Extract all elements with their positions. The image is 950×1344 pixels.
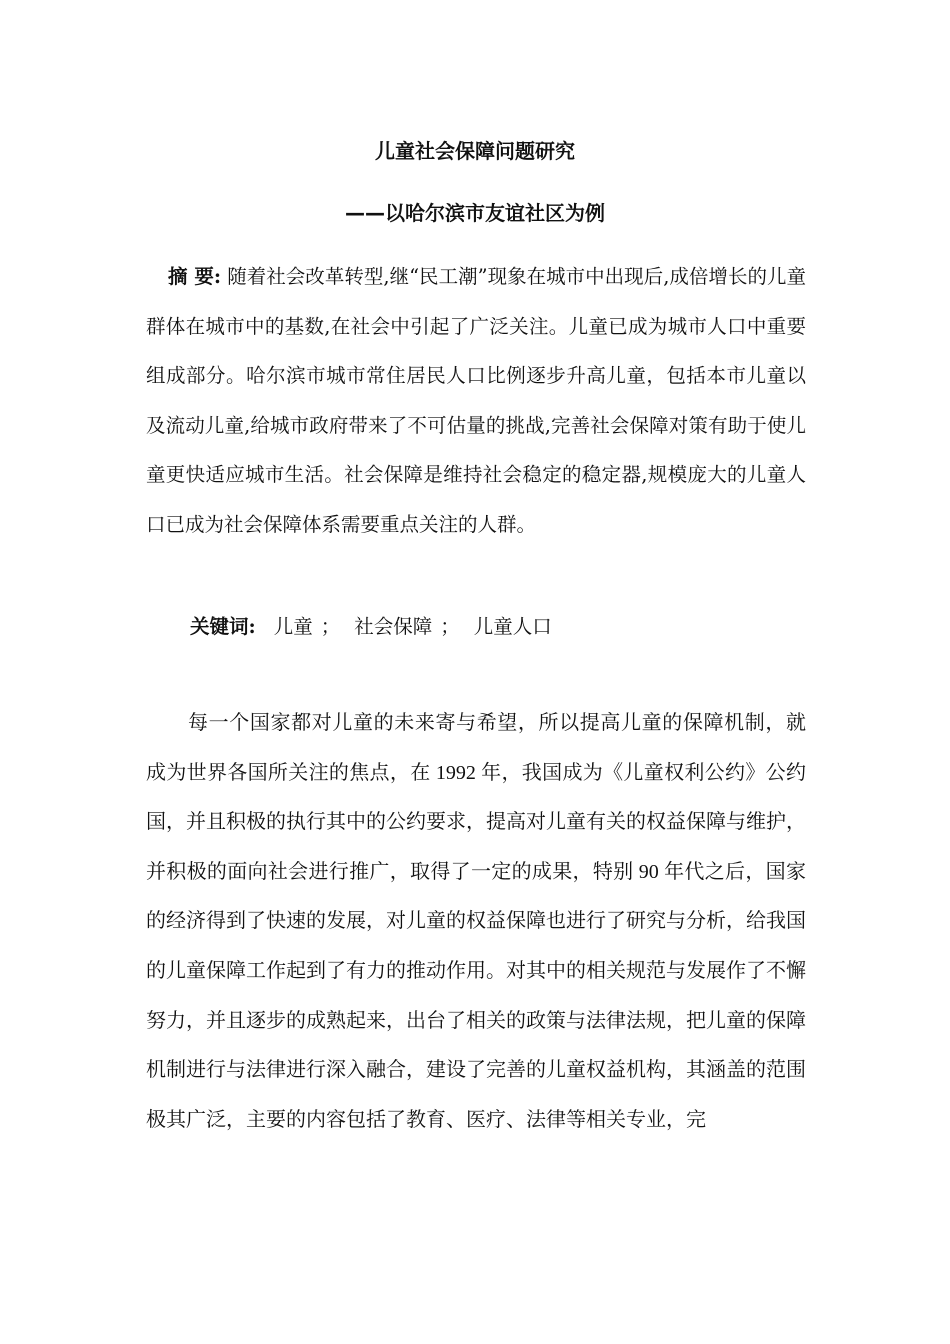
keywords-label: 关键词: (190, 615, 256, 638)
document-title: 儿童社会保障问题研究 (375, 139, 575, 163)
abstract-paragraph (146, 252, 806, 549)
keyword-item: 儿童人口 (473, 615, 552, 638)
body-paragraph: 每一个国家都对儿童的未来寄与希望，所以提高儿童的保障机制，就成为世界各国所关注的焦点，在 1992 年，我国成为《儿童权利公约》公约国，并且积极的执行其中的公约要求，提高对儿童有关的权益保障与维护，并积极的面向社会进行推广，取得了一定的成果，特别 90 年代之后，国家的经济得到了快速的发展，对儿童的权益保障也进行了研究与分析，给我国的儿童保障工作起到了有力的推动作用。对其中的相关规范与发展作了不懈努力，并且逐步的成熟起来，出台了相关的政策与法律法规，把儿童的保障机制进行与法律进行深入融合，建设了完善的儿童权益机构，其涵盖的范围极其广泛，主要的内容包括了教育、医疗、法律等相关专业，完 (146, 712, 806, 1131)
keyword-item: 儿童 (273, 615, 313, 638)
keyword-separator: ； (440, 615, 460, 638)
abstract-label: 摘 要: (168, 265, 222, 288)
document-subtitle: ——以哈尔滨市友谊社区为例 (345, 201, 605, 225)
keyword-separator: ； (320, 615, 341, 638)
keyword-item: 社会保障 (354, 615, 433, 638)
keywords-line (190, 602, 560, 652)
abstract-text: 随着社会改革转型,继“民工潮”现象在城市中出现后,成倍增长的儿童群体在城市中的基数,在社会中引起了广泛关注。儿童已成为城市人口中重要组成部分。哈尔滨市城市常住居民人口比例逐步升高儿童，包括本市儿童以及流动儿童,给城市政府带来了不可估量的挑战,完善社会保障对策有助于使儿童更快适应城市生活。社会保障是维持社会稳定的稳定器,规模庞大的儿童人口已成为社会保障体系需要重点关注的人群。 (146, 265, 806, 536)
